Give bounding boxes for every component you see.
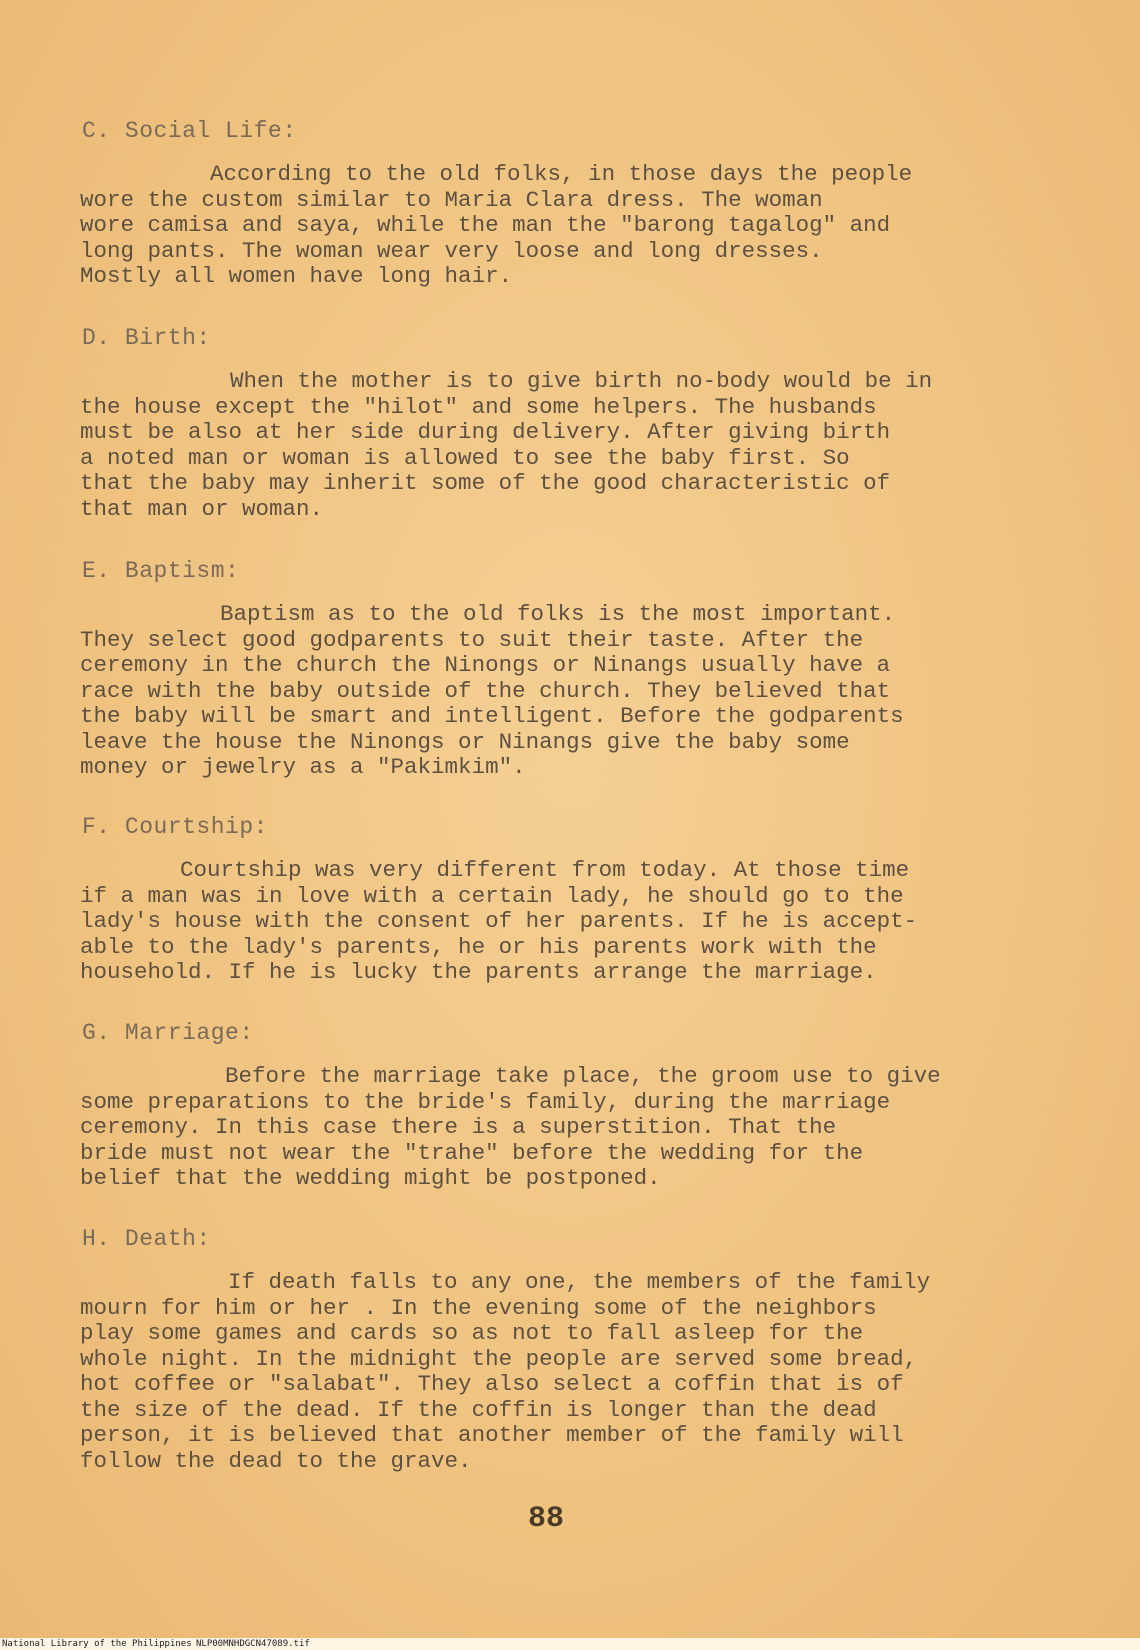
- page-number: 88: [528, 1502, 565, 1536]
- section-heading: E. Baptism:: [82, 558, 240, 584]
- section-paragraph: Before the marriage take place, the groom use to give some preparations to the bride's family, during the marriage ceremony. In this case there is a superstition. That the bride must not wear the "trahe" before the wedding for the belief that the wedding might be postponed.: [80, 1063, 941, 1191]
- section-social-life: [80, 118, 1040, 290]
- section-marriage: [80, 1020, 1040, 1192]
- section-heading: F. Courtship:: [82, 814, 268, 840]
- section-birth: [80, 325, 1040, 522]
- section-courtship: [80, 814, 1040, 986]
- section-paragraph: Courtship was very different from today. At those time if a man was in love with a certain lady, he should go to the lady's house with the consent of her parents. If he is accept- able to the lady's parents, he or his parents work with the household. If he is lucky the parents arrange the marriage.: [80, 857, 918, 985]
- section-heading: H. Death:: [82, 1226, 211, 1252]
- section-death: [80, 1226, 1040, 1474]
- section-baptism: [80, 558, 1040, 781]
- footer-library-name: National Library of the Philippines: [2, 1639, 192, 1649]
- section-paragraph: When the mother is to give birth no-body would be in the house except the "hilot" and some helpers. The husbands must be also at her side during delivery. After giving birth a noted man or woman is allowed to see the baby first. So that the baby may inherit some of the good characteristic of that man or woman.: [80, 368, 933, 522]
- section-heading: D. Birth:: [82, 325, 211, 351]
- footer-filename: NLP00MNHDGCN47089.tif: [196, 1639, 310, 1649]
- scan-footer: [0, 1638, 1140, 1650]
- section-paragraph: If death falls to any one, the members of the family mourn for him or her . In the evening some of the neighbors play some games and cards so as not to fall asleep for the whole night. In the midnight the people are served some bread, hot coffee or "salabat". They also select a coffin that is of the size of the dead. If the coffin is longer than the dead person, it is believed that another member of the family will follow the dead to the grave.: [80, 1269, 931, 1474]
- section-paragraph: According to the old folks, in those days the people wore the custom similar to Maria Clara dress. The woman wore camisa and saya, while the man the "barong tagalog" and long pants. The woman wear very loose and long dresses. Mostly all women have long hair.: [80, 161, 913, 289]
- section-heading: G. Marriage:: [82, 1020, 254, 1046]
- section-paragraph: Baptism as to the old folks is the most important. They select good godparents to suit their taste. After the ceremony in the church the Ninongs or Ninangs usually have a race with the baby outside of the church. They believed that the baby will be smart and intelligent. Before the godparents leave the house the Ninongs or Ninangs give the baby some money or jewelry as a "Pakimkim".: [80, 601, 904, 780]
- section-heading: C. Social Life:: [82, 118, 297, 144]
